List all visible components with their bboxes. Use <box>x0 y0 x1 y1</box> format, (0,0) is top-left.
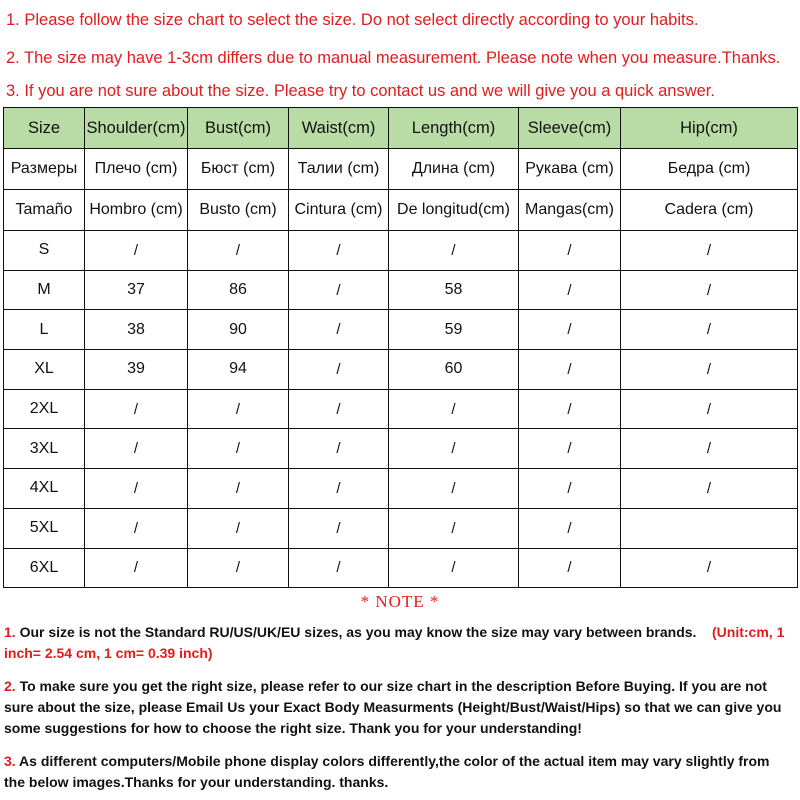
table-row <box>4 548 798 588</box>
table-cell: / <box>289 231 389 271</box>
table-cell: / <box>188 548 289 588</box>
table-cell: / <box>519 270 621 310</box>
size-label-cell: 4XL <box>4 469 85 509</box>
table-cell <box>621 508 798 548</box>
top-note-3: 3. If you are not sure about the size. Please try to contact us and we will give you a quick answer. <box>6 82 715 100</box>
table-cell: / <box>85 429 188 469</box>
table-cell: / <box>519 389 621 429</box>
table-cell: / <box>389 389 519 429</box>
header-cell: Размеры <box>4 149 85 190</box>
table-cell: / <box>519 469 621 509</box>
table-cell: / <box>621 469 798 509</box>
size-label-cell: 2XL <box>4 389 85 429</box>
header-cell: Hip(cm) <box>621 108 798 149</box>
header-cell: Bust(cm) <box>188 108 289 149</box>
table-cell: / <box>621 270 798 310</box>
table-row <box>4 389 798 429</box>
table-cell: / <box>519 508 621 548</box>
header-row <box>4 108 798 149</box>
size-label-cell: L <box>4 310 85 350</box>
note-text: Our size is not the Standard RU/US/UK/EU sizes, as you may know the size may vary between brands. <box>15 624 697 640</box>
table-cell: / <box>621 310 798 350</box>
table-cell: / <box>85 548 188 588</box>
note-paragraph-2 <box>4 676 794 739</box>
header-cell: Shoulder(cm) <box>85 108 188 149</box>
table-cell: / <box>289 548 389 588</box>
table-cell: / <box>621 429 798 469</box>
table-row <box>4 429 798 469</box>
size-label-cell: S <box>4 231 85 271</box>
table-cell: / <box>85 469 188 509</box>
table-cell: 90 <box>188 310 289 350</box>
table-row <box>4 310 798 350</box>
header-cell: Hombro (cm) <box>85 190 188 231</box>
header-cell: Size <box>4 108 85 149</box>
table-cell: / <box>289 310 389 350</box>
note-number: 2. <box>4 678 16 694</box>
table-cell: / <box>621 548 798 588</box>
header-cell: Length(cm) <box>389 108 519 149</box>
table-cell: / <box>621 350 798 390</box>
table-cell: / <box>389 429 519 469</box>
size-label-cell: 6XL <box>4 548 85 588</box>
table-cell: / <box>188 429 289 469</box>
header-cell: Бедра (cm) <box>621 149 798 190</box>
note-text: To make sure you get the right size, please refer to our size chart in the description Before Buying. If you are not sure about the size, please Email Us your Exact Body Measurments (Height/Bust/Waist/Hips) so that we can give you some suggestions for how to choose the right size. Thank you for your understanding! <box>4 678 782 736</box>
size-chart-table <box>3 107 798 588</box>
table-cell: 39 <box>85 350 188 390</box>
header-cell: Busto (cm) <box>188 190 289 231</box>
table-cell: / <box>519 429 621 469</box>
table-row <box>4 270 798 310</box>
table-row <box>4 469 798 509</box>
note-section <box>0 588 800 800</box>
table-cell: / <box>389 231 519 271</box>
note-number: 3. <box>4 753 16 769</box>
header-cell: Длина (cm) <box>389 149 519 190</box>
table-cell: 59 <box>389 310 519 350</box>
size-label-cell: M <box>4 270 85 310</box>
table-cell: / <box>621 231 798 271</box>
table-cell: / <box>188 508 289 548</box>
table-cell: 38 <box>85 310 188 350</box>
note-paragraph-1 <box>4 622 794 664</box>
table-cell: 60 <box>389 350 519 390</box>
table-cell: 37 <box>85 270 188 310</box>
table-cell: / <box>188 231 289 271</box>
table-row <box>4 231 798 271</box>
table-cell: / <box>389 469 519 509</box>
unit-note: (Unit:cm, 1 inch= 2.54 cm, 1 cm= 0.39 inch) <box>4 624 785 661</box>
table-row <box>4 350 798 390</box>
header-cell: Бюст (cm) <box>188 149 289 190</box>
header-cell: Рукава (cm) <box>519 149 621 190</box>
size-label-cell: XL <box>4 350 85 390</box>
table-cell: / <box>289 350 389 390</box>
header-row <box>4 149 798 190</box>
table-cell: 86 <box>188 270 289 310</box>
header-cell: Талии (cm) <box>289 149 389 190</box>
size-label-cell: 5XL <box>4 508 85 548</box>
header-cell: Tamaño <box>4 190 85 231</box>
size-label-cell: 3XL <box>4 429 85 469</box>
table-cell: / <box>519 350 621 390</box>
table-cell: / <box>188 469 289 509</box>
table-cell: / <box>85 389 188 429</box>
table-cell: / <box>289 389 389 429</box>
note-paragraph-3 <box>4 751 794 793</box>
note-text: As different computers/Mobile phone display colors differently,the color of the actual item may vary slightly from the below images.Thanks for your understanding. thanks. <box>4 753 770 790</box>
table-cell: / <box>289 270 389 310</box>
table-cell: / <box>289 508 389 548</box>
header-cell: De longitud(cm) <box>389 190 519 231</box>
note-number: 1. <box>4 624 16 640</box>
table-row <box>4 508 798 548</box>
table-cell: / <box>389 508 519 548</box>
table-cell: / <box>519 231 621 271</box>
table-cell: / <box>389 548 519 588</box>
table-cell: / <box>519 548 621 588</box>
table-cell: 94 <box>188 350 289 390</box>
header-row <box>4 190 798 231</box>
header-cell: Cintura (cm) <box>289 190 389 231</box>
header-cell: Mangas(cm) <box>519 190 621 231</box>
table-cell: / <box>289 429 389 469</box>
table-cell: / <box>188 389 289 429</box>
table-cell: / <box>621 389 798 429</box>
note-title: * NOTE * <box>360 592 440 611</box>
header-cell: Cadera (cm) <box>621 190 798 231</box>
header-cell: Плечо (cm) <box>85 149 188 190</box>
top-note-2: 2. The size may have 1-3cm differs due to manual measurement. Please note when you measure.Thanks. <box>6 49 781 67</box>
top-note-1: 1. Please follow the size chart to select the size. Do not select directly according to your habits. <box>6 11 699 29</box>
table-cell: 58 <box>389 270 519 310</box>
top-notes <box>0 0 800 104</box>
table-cell: / <box>85 508 188 548</box>
table-cell: / <box>289 469 389 509</box>
table-cell: / <box>519 310 621 350</box>
header-cell: Waist(cm) <box>289 108 389 149</box>
header-cell: Sleeve(cm) <box>519 108 621 149</box>
table-cell: / <box>85 231 188 271</box>
